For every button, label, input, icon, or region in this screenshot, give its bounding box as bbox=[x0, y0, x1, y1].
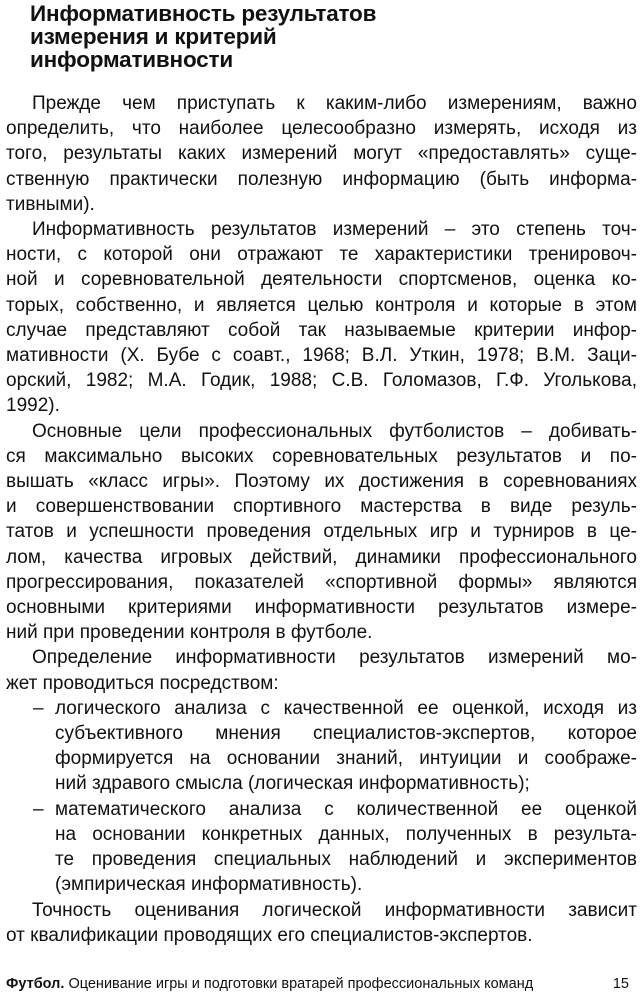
footer-book-title bbox=[6, 975, 533, 993]
text-line: татов и успешности проведения отдельных игр и турниров в це- bbox=[6, 521, 637, 543]
list-dash: – bbox=[33, 697, 44, 719]
text-line: Точность оценивания логической информативности зависит bbox=[32, 899, 637, 921]
text-line: субъективного мнения специалистов-экспертов, которое bbox=[55, 723, 637, 745]
page-footer bbox=[6, 975, 629, 993]
text-line: вышать «класс игры». Поэтому их достижения в соревнованиях bbox=[6, 471, 637, 493]
text-line: торых, собственно, и является целью контроля и которые в этом bbox=[6, 294, 637, 316]
text-line: 1992). bbox=[6, 395, 60, 417]
paragraph bbox=[0, 217, 641, 419]
section-heading bbox=[30, 2, 590, 71]
paragraph bbox=[0, 898, 641, 948]
text-line: математического анализа с количественной ее оценкой bbox=[55, 798, 637, 820]
heading-line: информативности bbox=[30, 47, 233, 72]
text-line: ственную практически полезную информацию (быть информа- bbox=[6, 168, 637, 190]
text-line: на основании конкретных данных, полученных в результа- bbox=[55, 823, 637, 845]
text-line: случае представляют собой так называемые критерии инфор- bbox=[6, 319, 637, 341]
paragraph bbox=[0, 419, 641, 646]
footer-book-title-bold: Футбол. bbox=[6, 976, 65, 992]
text-line: логического анализа с качественной ее оценкой, исходя из bbox=[55, 697, 637, 719]
text-line: Прежде чем приступать к каким-либо измерениям, важно bbox=[32, 93, 637, 114]
text-line: Основные цели профессиональных футболистов – добивать- bbox=[32, 420, 637, 442]
text-line: мативности (Х. Бубе с соавт., 1968; В.Л. Уткин, 1978; В.М. Заци- bbox=[6, 345, 637, 367]
text-line: тивными). bbox=[6, 193, 95, 215]
text-line: от квалификации проводящих его специалистов-экспертов. bbox=[6, 924, 533, 946]
list-item bbox=[0, 696, 641, 797]
page-number: 15 bbox=[612, 976, 629, 992]
text-line: (эмпирическая информативность). bbox=[55, 874, 363, 896]
text-line: ности, с которой они отражают те характеристики тренировоч- bbox=[6, 244, 637, 266]
footer-book-subtitle: Оценивание игры и подготовки вратарей профессиональных команд bbox=[64, 976, 534, 992]
body-text bbox=[0, 91, 641, 948]
text-line: и совершенствовании спортивного мастерства в виде резуль- bbox=[6, 496, 637, 518]
heading-line: Информативность результатов bbox=[30, 1, 377, 26]
text-line: формируется на основании знаний, интуиции и соображе- bbox=[55, 748, 637, 770]
text-line: те проведения специальных наблюдений и экспериментов bbox=[55, 849, 637, 871]
heading-line: измерения и критерий bbox=[30, 24, 277, 49]
text-line: определить, что наиболее целесообразно измерять, исходя из bbox=[6, 118, 637, 140]
text-line: орский, 1982; М.А. Годик, 1988; С.В. Голомазов, Г.Ф. Уголькова, bbox=[6, 370, 637, 392]
text-line: ний при проведении контроля в футболе. bbox=[6, 622, 373, 644]
text-line: ний здравого смысла (логическая информативность); bbox=[55, 773, 530, 795]
paragraph bbox=[0, 91, 641, 217]
text-line: жет проводиться посредством: bbox=[6, 672, 279, 694]
paragraph bbox=[0, 645, 641, 695]
list-dash: – bbox=[33, 798, 44, 820]
text-line: ся максимально высоких соревновательных результатов и по- bbox=[6, 445, 637, 467]
text-line: ной и соревновательной деятельности спортсменов, оценка ко- bbox=[6, 269, 637, 291]
text-line: основными критериями информативности результатов измере- bbox=[6, 597, 637, 619]
text-line: Определение информативности результатов измерений мо- bbox=[32, 647, 637, 669]
text-line: Информативность результатов измерений – это степень точ- bbox=[32, 219, 637, 241]
text-line: лом, качества игровых действий, динамики профессионального bbox=[6, 546, 637, 568]
text-line: прогрессирования, показателей «спортивной формы» являются bbox=[6, 571, 637, 593]
text-line: того, результаты каких измерений могут «предоставлять» суще- bbox=[6, 143, 637, 165]
list-item bbox=[0, 797, 641, 898]
